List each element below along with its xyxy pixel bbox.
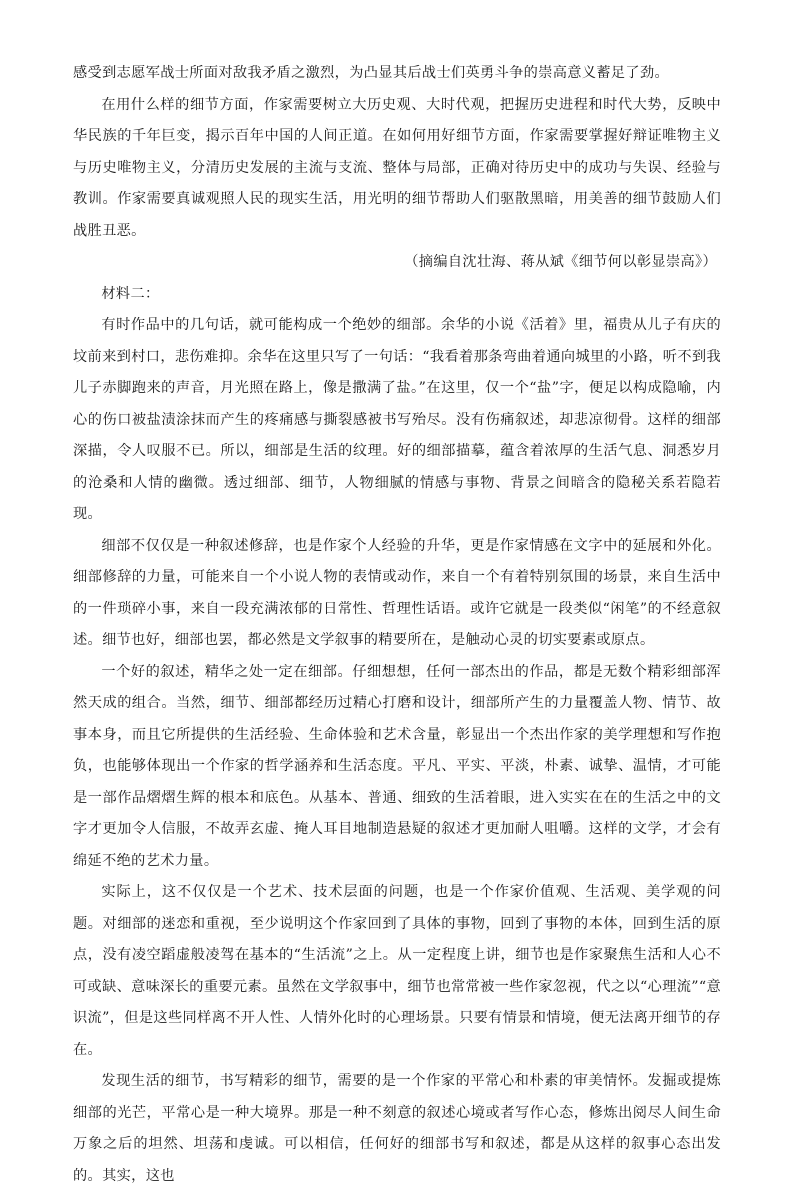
paragraph: 细部不仅仅是一种叙述修辞，也是作家个人经验的升华，更是作家情感在文字中的延展和外化。细部修辞的力量，可能来自一个小说人物的表情或动作，来自一个有着特别氛围的场景，来自生活中的一件琐碎小事，来自一段充满浓郁的日常性、哲理性话语。或许它就是一段类似“闲笔”的不经意叙述。细节也好，细部也罢，都必然是文学叙事的精要所在，是触动心灵的切实要素或原点。 bbox=[73, 537, 721, 648]
paragraph: 发现生活的细节，书写精彩的细节，需要的是一个作家的平常心和朴素的审美情怀。发掘或提炼细部的光芒，平常心是一种大境界。那是一种不刻意的叙述心境或者写作心态，修炼出阅尽人间生命万象之后的坦然、坦荡和虔诚。可以相信，任何好的细部书写和叙述，都是从这样的叙事心态出发的。其实，这也 bbox=[73, 1073, 721, 1184]
paragraph: 一个好的叙述，精华之处一定在细部。仔细想想，任何一部杰出的作品，都是无数个精彩细部浑然天成的组合。当然，细节、细部都经历过精心打磨和设计，细部所产生的力量覆盖人物、情节、故事本身，而且它所提供的生活经验、生命体验和艺术含量，彰显出一个杰出作家的美学理想和写作抱负，也能够体现出一个作家的哲学涵养和生活态度。平凡、平实、平淡，朴素、诚挚、温情，才可能是一部作品熠熠生辉的根本和底色。从基本、普通、细致的生活着眼，进入实实在在的生活之中的文字才更加令人信服，不故弄玄虚、掩人耳目地制造悬疑的叙述才更加耐人咀嚼。这样的文学，才会有绵延不绝的艺术力量。 bbox=[73, 663, 721, 869]
source-citation: （摘编自沈壮海、蒋从斌《细节何以彰显崇高》） bbox=[404, 254, 717, 270]
paragraph: 实际上，这不仅仅是一个艺术、技术层面的问题，也是一个作家价值观、生活观、美学观的问题。对细部的迷恋和重视，至少说明这个作家回到了具体的事物，回到了事物的本体，回到生活的原点，没有凌空蹈虚般凌驾在基本的“生活流”之上。从一定程度上讲，细节也是作家聚焦生活和人心不可或缺、意味深长的重要元素。虽然在文学叙事中，细节也常常被一些作家忽视，代之以“心理流”“意识流”，但是这些同样离不开人性、人情外化时的心理场景。只要有情景和情境，便无法离开细节的存在。 bbox=[73, 884, 721, 1058]
paragraph: 在用什么样的细节方面，作家需要树立大历史观、大时代观，把握历史进程和时代大势，反映中华民族的千年巨变，揭示百年中国的人间正道。在如何用好细节方面，作家需要掌握好辩证唯物主义与历史唯物主义，分清历史发展的主流与支流、整体与局部，正确对待历史中的成功与失误、经验与教训。作家需要真诚观照人民的现实生活，用光明的细节帮助人们驱散黑暗，用美善的细节鼓励人们战胜丑恶。 bbox=[73, 96, 721, 239]
paragraph: 有时作品中的几句话，就可能构成一个绝妙的细部。余华的小说《活着》里，福贵从儿子有庆的坟前来到村口，悲伤难抑。余华在这里只写了一句话：“我看着那条弯曲着通向城里的小路，听不到我儿子赤脚跑来的声音，月光照在路上，像是撒满了盐。”在这里，仅一个“盐”字，便足以构成隐喻，内心的伤口被盐渍涂抹而产生的疼痛感与撕裂感被书写殆尽。没有伤痛叙述，却悲凉彻骨。这样的细部深描，令人叹服不已。所以，细部是生活的纹理。好的细部描摹，蕴含着浓厚的生活气息、洞悉岁月的沧桑和人情的幽微。透过细部、细节，人物细腻的情感与事物、背景之间暗含的隐秘关系若隐若现。 bbox=[73, 317, 721, 522]
paragraph: 感受到志愿军战士所面对敌我矛盾之激烈，为凸显其后战士们英勇斗争的崇高意义蓄足了劲。 bbox=[73, 65, 670, 81]
material-heading: 材料二： bbox=[101, 285, 160, 302]
document-page bbox=[73, 58, 721, 1192]
